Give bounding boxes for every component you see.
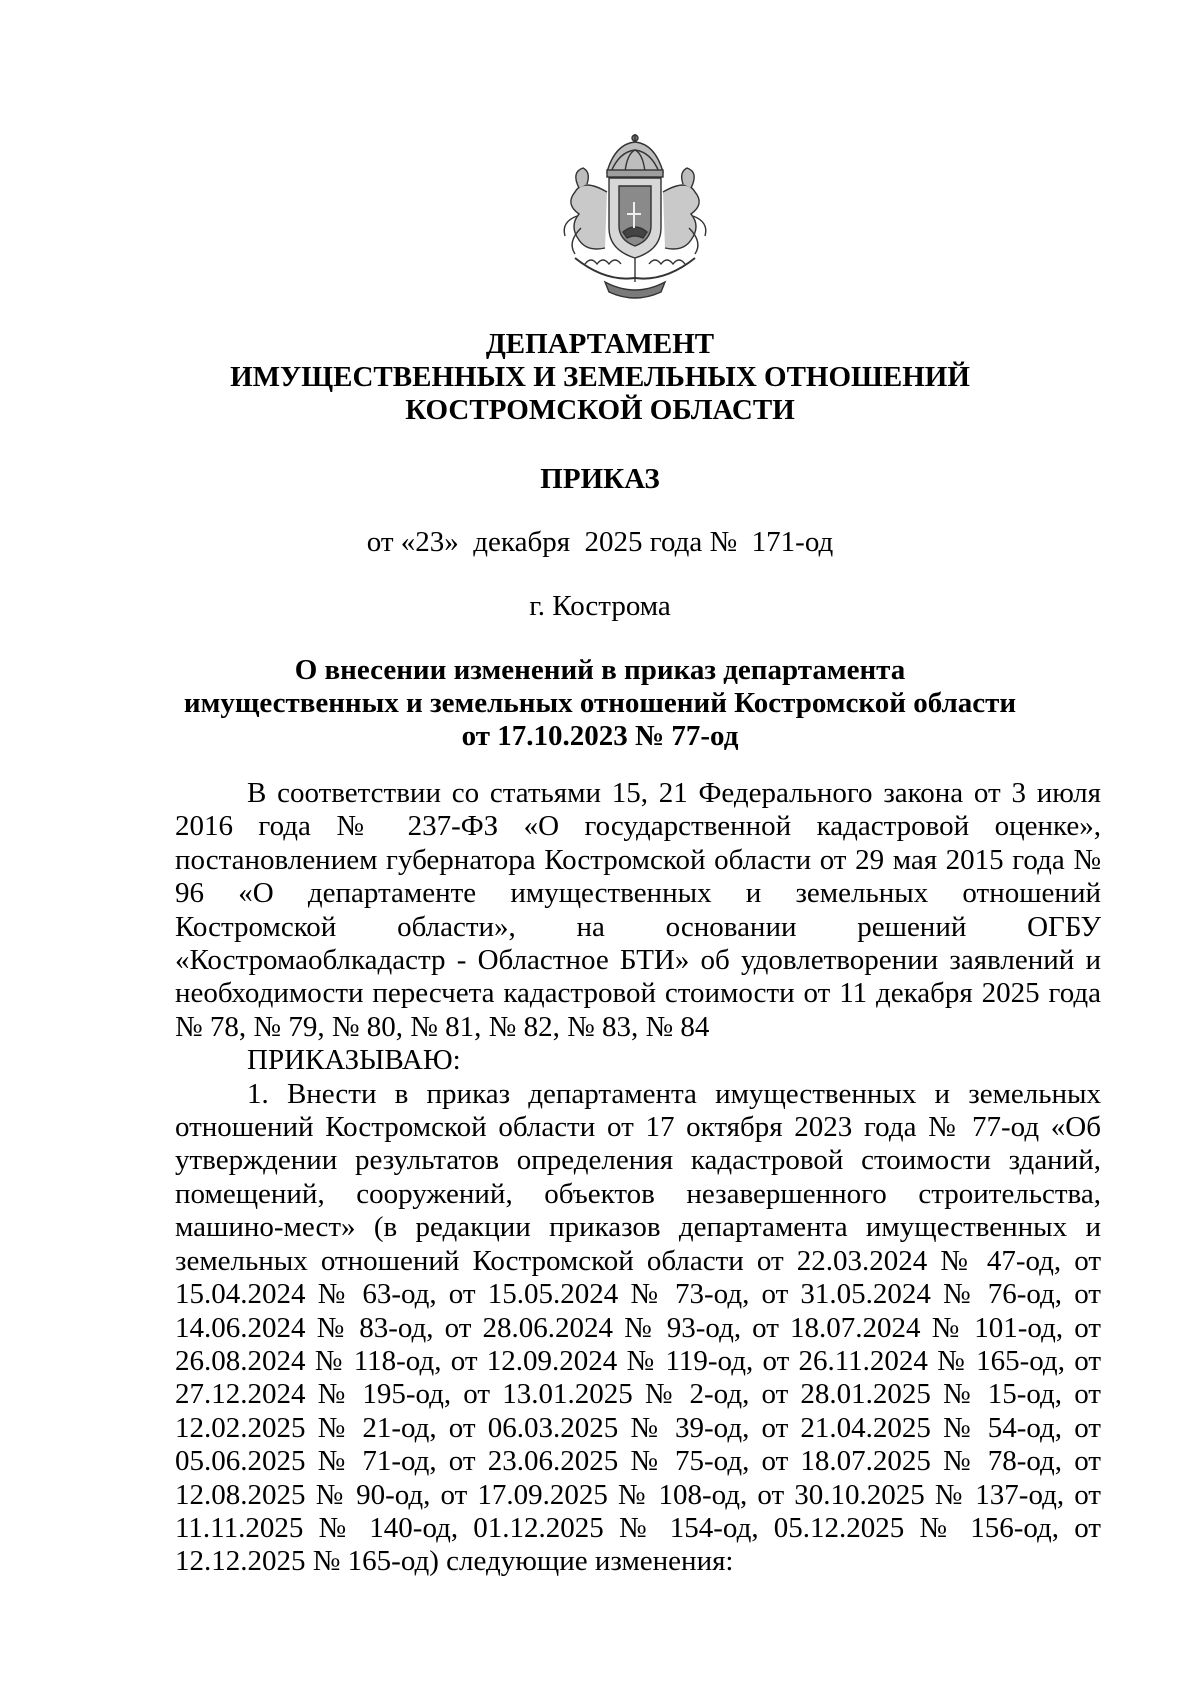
order-date-number: от «23» декабря 2025 года № 171-од (366, 526, 834, 558)
subject-line-3: от 17.10.2023 № 77-од (461, 720, 739, 752)
department-line-2: ИМУЩЕСТВЕННЫХ И ЗЕМЕЛЬНЫХ ОТНОШЕНИЙ (230, 361, 970, 393)
document-body (175, 777, 1101, 1579)
city-line: г. Кострома (529, 590, 671, 622)
subject-line-2: имущественных и земельных отношений Костромской области (183, 687, 1017, 719)
decree-word: ПРИКАЗЫВАЮ: (247, 1044, 461, 1077)
document-type-title: ПРИКАЗ (540, 463, 660, 495)
item-1-paragraph: 1. Внести в приказ департамента имущественных и земельных отношений Костромской области от 17 октября 2023 года № 77-од «Об утверждении результатов определения кадастровой стоимости зданий, помещений, сооружений, объектов незавершенного строительства, машино-мест» (в редакции приказов департамента имущественных и земельных отношений Костромской области от 22.03.2024 № 47-од, от 15.04.2024 № 63-од, от 15.05.2024 № 73-од, от 31.05.2024 № 76-од, от 14.06.2024 № 83-од, от 28.06.2024 № 93-од, от 18.07.2024 № 101-од, от 26.08.2024 № 118-од, от 12.09.2024 № 119-од, от 26.11.2024 № 165-од, от 27.12.2024 № 195-од, от 13.01.2025 № 2-од, от 28.01.2025 № 15-од, от 12.02.2025 № 21-од, от 06.03.2025 № 39-од, от 21.04.2025 № 54-од, от 05.06.2025 № 71-од, от 23.06.2025 № 75-од, от 18.07.2025 № 78-од, от 12.08.2025 № 90-од, от 17.09.2025 № 108-од, от 30.10.2025 № 137-од, от 11.11.2025 № 140-од, 01.12.2025 № 154-од, 05.12.2025 № 156-од, от 12.12.2025 № 165-од) следующие изменения: (175, 1077, 1101, 1578)
order-subject (0, 654, 1200, 753)
preamble-paragraph: В соответствии со статьями 15, 21 Федерального закона от 3 июля 2016 года № 237-ФЗ «О государственной кадастровой оценке», постановлением губернатора Костромской области от 29 мая 2015 года № 96 «О департаменте имущественных и земельных отношений Костромской области», на основании решений ОГБУ «Костромаоблкадастр - Областное БТИ» об удовлетворении заявлений и необходимости пересчета кадастровой стоимости от 11 декабря 2025 года № 78, № 79, № 80, № 81, № 82, № 83, № 84 (175, 777, 1101, 1043)
department-line-1: ДЕПАРТАМЕНТ (485, 328, 715, 360)
subject-line-1: О внесении изменений в приказ департамента (294, 654, 906, 686)
department-heading (0, 328, 1200, 427)
department-line-3: КОСТРОМСКОЙ ОБЛАСТИ (405, 394, 795, 426)
coat-of-arms-icon (535, 132, 735, 302)
